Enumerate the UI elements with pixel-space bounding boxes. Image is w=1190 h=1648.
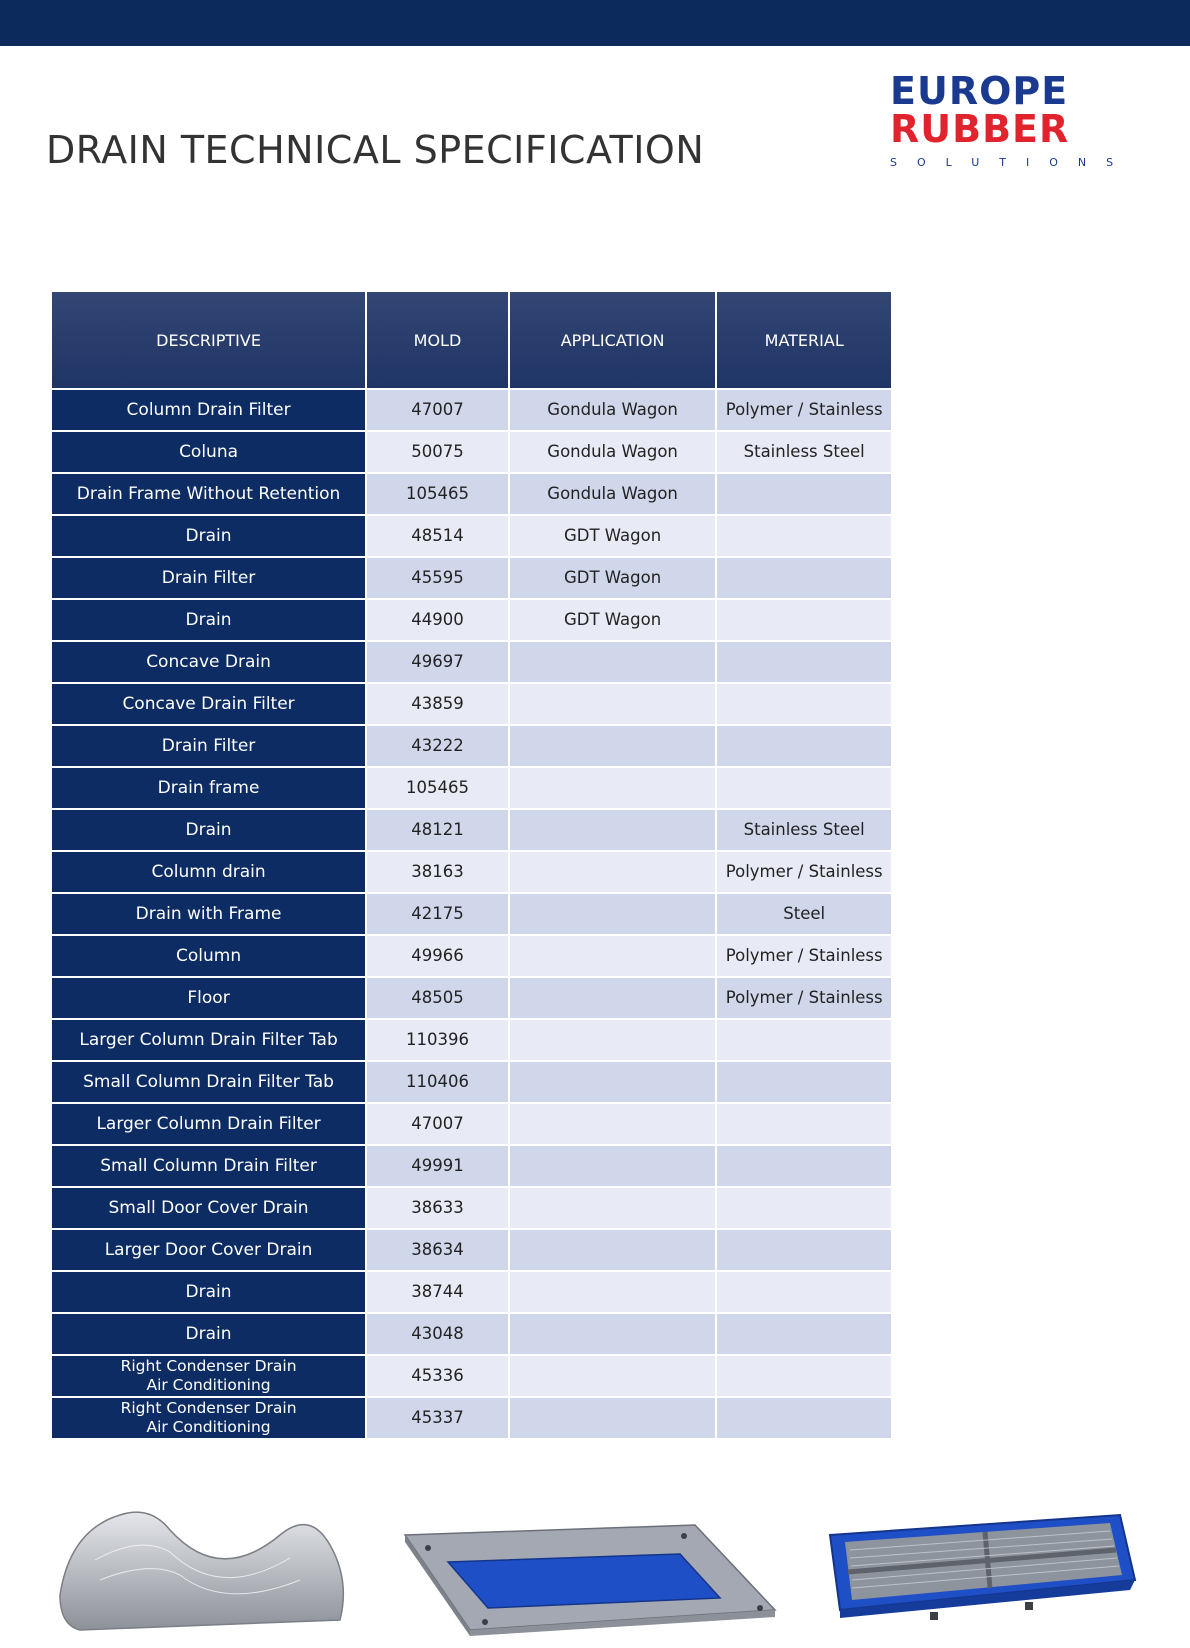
mold-cell: 105465 [367, 474, 508, 514]
logo-line-solutions: SOLUTIONS [890, 156, 1134, 169]
application-cell [510, 726, 716, 766]
table-row [52, 1356, 891, 1396]
header-material: MATERIAL [717, 292, 891, 388]
application-cell [510, 936, 716, 976]
table-row [52, 516, 891, 556]
application-cell [510, 1272, 716, 1312]
application-cell: GDT Wagon [510, 516, 716, 556]
drain-frame-product [405, 1525, 775, 1636]
mold-cell: 50075 [367, 432, 508, 472]
page-title: DRAIN TECHNICAL SPECIFICATION [46, 128, 705, 172]
mold-cell: 45337 [367, 1398, 508, 1438]
header-descriptive: DESCRIPTIVE [52, 292, 365, 388]
material-cell [717, 1062, 891, 1102]
descriptive-cell: Drain [52, 600, 365, 640]
material-cell: Stainless Steel [717, 432, 891, 472]
table-row [52, 684, 891, 724]
mold-cell: 48514 [367, 516, 508, 556]
material-cell: Polymer / Stainless [717, 978, 891, 1018]
table-row [52, 1020, 891, 1060]
mold-cell: 43222 [367, 726, 508, 766]
material-cell [717, 1104, 891, 1144]
descriptive-cell: Drain [52, 1314, 365, 1354]
application-cell [510, 768, 716, 808]
descriptive-cell: Larger Column Drain Filter [52, 1104, 365, 1144]
material-cell [717, 516, 891, 556]
table-row [52, 1272, 891, 1312]
descriptive-cell: Drain Frame Without Retention [52, 474, 365, 514]
material-cell: Polymer / Stainless [717, 390, 891, 430]
spec-table-header-row [52, 292, 891, 388]
application-cell [510, 1188, 716, 1228]
descriptive-cell: Right Condenser Drain Air Conditioning [52, 1356, 365, 1396]
table-row [52, 642, 891, 682]
material-cell [717, 1146, 891, 1186]
descriptive-cell: Drain frame [52, 768, 365, 808]
descriptive-cell: Larger Column Drain Filter Tab [52, 1020, 365, 1060]
table-row [52, 936, 891, 976]
application-cell [510, 978, 716, 1018]
mold-cell: 43859 [367, 684, 508, 724]
mold-cell: 38633 [367, 1188, 508, 1228]
descriptive-cell: Drain [52, 810, 365, 850]
descriptive-cell: Floor [52, 978, 365, 1018]
descriptive-cell: Concave Drain [52, 642, 365, 682]
application-cell [510, 642, 716, 682]
material-cell [717, 726, 891, 766]
table-row [52, 474, 891, 514]
descriptive-cell: Drain Filter [52, 726, 365, 766]
table-row [52, 1104, 891, 1144]
mold-cell: 45336 [367, 1356, 508, 1396]
table-row [52, 810, 891, 850]
table-row [52, 600, 891, 640]
table-row [52, 558, 891, 598]
descriptive-cell: Small Door Cover Drain [52, 1188, 365, 1228]
application-cell: Gondula Wagon [510, 390, 716, 430]
table-row [52, 852, 891, 892]
mold-cell: 45595 [367, 558, 508, 598]
material-cell [717, 1398, 891, 1438]
descriptive-cell: Drain [52, 516, 365, 556]
table-row [52, 894, 891, 934]
application-cell [510, 1230, 716, 1270]
descriptive-cell: Right Condenser Drain Air Conditioning [52, 1398, 365, 1438]
descriptive-cell: Column [52, 936, 365, 976]
mold-cell: 105465 [367, 768, 508, 808]
application-cell [510, 1398, 716, 1438]
top-header-bar [0, 0, 1190, 46]
table-row [52, 726, 891, 766]
material-cell [717, 600, 891, 640]
product-images [0, 1490, 1190, 1640]
mold-cell: 38634 [367, 1230, 508, 1270]
drain-filter-product [830, 1515, 1135, 1620]
material-cell: Steel [717, 894, 891, 934]
concave-drain-product [60, 1512, 343, 1630]
logo-line-europe: EUROPE [890, 69, 1069, 113]
mold-cell: 48121 [367, 810, 508, 850]
table-row [52, 432, 891, 472]
descriptive-cell: Small Column Drain Filter [52, 1146, 365, 1186]
mold-cell: 48505 [367, 978, 508, 1018]
material-cell [717, 1272, 891, 1312]
table-row [52, 1146, 891, 1186]
application-cell [510, 1104, 716, 1144]
table-row [52, 1188, 891, 1228]
descriptive-cell: Column Drain Filter [52, 390, 365, 430]
material-cell [717, 558, 891, 598]
material-cell [717, 1020, 891, 1060]
descriptive-cell: Drain Filter [52, 558, 365, 598]
application-cell [510, 852, 716, 892]
application-cell [510, 1146, 716, 1186]
mold-cell: 38744 [367, 1272, 508, 1312]
table-row [52, 390, 891, 430]
header-mold: MOLD [367, 292, 508, 388]
mold-cell: 110396 [367, 1020, 508, 1060]
material-cell [717, 474, 891, 514]
application-cell [510, 684, 716, 724]
material-cell [717, 768, 891, 808]
spec-table [50, 290, 893, 1440]
material-cell [717, 1356, 891, 1396]
descriptive-cell: Column drain [52, 852, 365, 892]
mold-cell: 49697 [367, 642, 508, 682]
descriptive-cell: Coluna [52, 432, 365, 472]
descriptive-cell: Concave Drain Filter [52, 684, 365, 724]
application-cell: Gondula Wagon [510, 432, 716, 472]
mold-cell: 43048 [367, 1314, 508, 1354]
application-cell: Gondula Wagon [510, 474, 716, 514]
application-cell [510, 1356, 716, 1396]
descriptive-cell: Drain with Frame [52, 894, 365, 934]
mold-cell: 49966 [367, 936, 508, 976]
table-row [52, 1230, 891, 1270]
mold-cell: 110406 [367, 1062, 508, 1102]
material-cell: Polymer / Stainless [717, 936, 891, 976]
table-row [52, 768, 891, 808]
spec-table-body [52, 390, 891, 1438]
material-cell [717, 1230, 891, 1270]
application-cell [510, 1062, 716, 1102]
logo-line-rubber: RUBBER [890, 107, 1070, 151]
descriptive-cell: Small Column Drain Filter Tab [52, 1062, 365, 1102]
application-cell: GDT Wagon [510, 600, 716, 640]
application-cell [510, 1314, 716, 1354]
table-row [52, 978, 891, 1018]
application-cell [510, 810, 716, 850]
material-cell [717, 1188, 891, 1228]
material-cell: Stainless Steel [717, 810, 891, 850]
material-cell [717, 684, 891, 724]
mold-cell: 38163 [367, 852, 508, 892]
application-cell [510, 1020, 716, 1060]
mold-cell: 42175 [367, 894, 508, 934]
table-row [52, 1062, 891, 1102]
mold-cell: 47007 [367, 1104, 508, 1144]
descriptive-cell: Drain [52, 1272, 365, 1312]
table-row [52, 1398, 891, 1438]
table-row [52, 1314, 891, 1354]
mold-cell: 44900 [367, 600, 508, 640]
header-application: APPLICATION [510, 292, 716, 388]
company-logo [890, 69, 1134, 169]
mold-cell: 47007 [367, 390, 508, 430]
material-cell: Polymer / Stainless [717, 852, 891, 892]
application-cell [510, 894, 716, 934]
material-cell [717, 1314, 891, 1354]
descriptive-cell: Larger Door Cover Drain [52, 1230, 365, 1270]
mold-cell: 49991 [367, 1146, 508, 1186]
material-cell [717, 642, 891, 682]
application-cell: GDT Wagon [510, 558, 716, 598]
